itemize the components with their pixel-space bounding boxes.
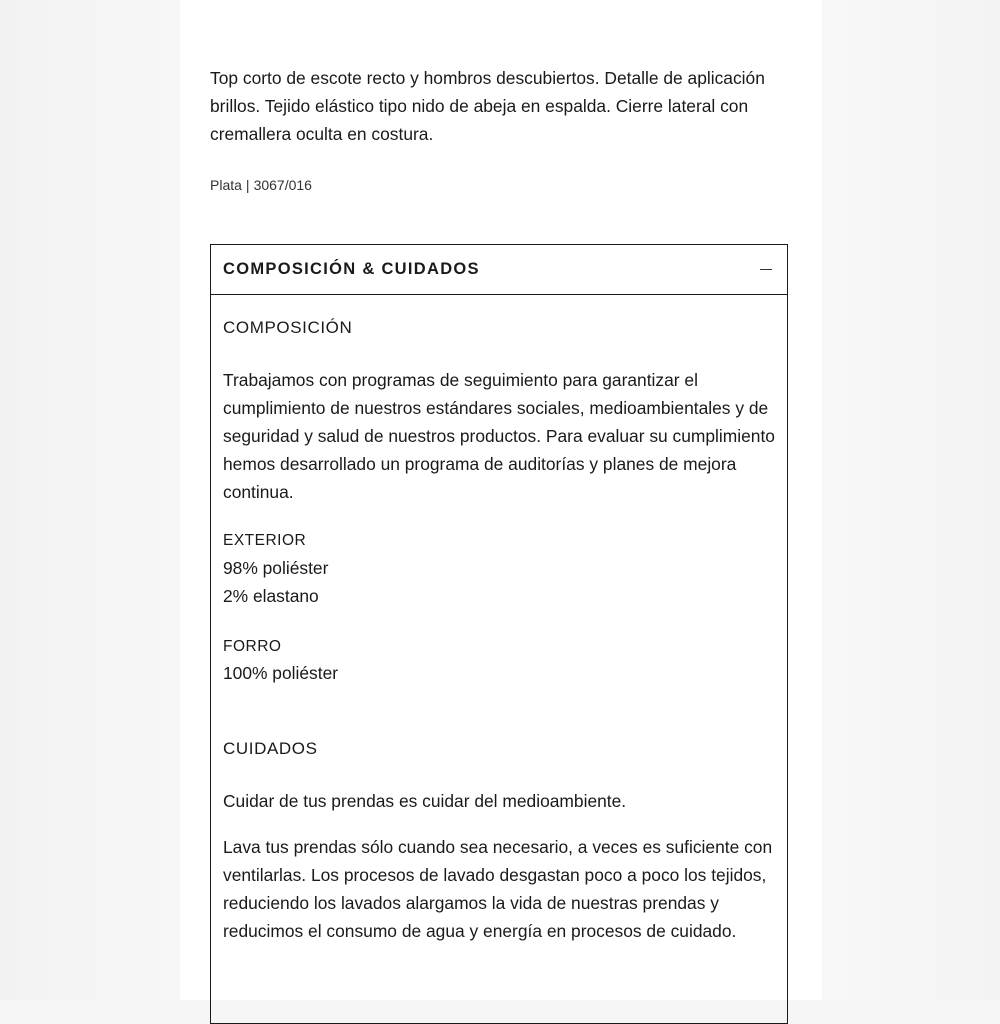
- reference-separator: |: [245, 177, 250, 193]
- care-heading: CUIDADOS: [223, 739, 318, 758]
- composition-care-accordion: [210, 244, 788, 1024]
- care-text: Lava tus prendas sólo cuando sea necesario, a veces es suficiente con ventilarlas. Los procesos de lavado desgastan poco a poco los tejidos, reduciendo los lavados alargamos la vida de nuestras prendas y reducimos el consumo de agua y energía en procesos de cuidado.: [223, 837, 773, 941]
- page-backdrop-right: [822, 0, 1000, 1000]
- exterior-item: 2% elastano: [223, 586, 319, 606]
- page-backdrop-left: [0, 0, 180, 1000]
- lining-label: FORRO: [223, 638, 282, 655]
- minus-icon[interactable]: [760, 269, 772, 270]
- exterior-item: 98% poliéster: [223, 558, 329, 578]
- product-description: Top corto de escote recto y hombros descubiertos. Detalle de aplicación brillos. Tejido elástico tipo nido de abeja en espalda. Cierre lateral con cremallera oculta en costura.: [210, 68, 765, 144]
- reference-code: 3067/016: [253, 177, 312, 193]
- composition-heading: COMPOSICIÓN: [223, 318, 353, 337]
- product-reference: [210, 176, 312, 194]
- lining-item: 100% poliéster: [223, 663, 339, 683]
- exterior-label: EXTERIOR: [223, 532, 307, 549]
- color-name: Plata: [210, 177, 242, 193]
- accordion-header[interactable]: [211, 245, 787, 295]
- care-intro: Cuidar de tus prendas es cuidar del medioambiente.: [223, 791, 627, 811]
- accordion-title: COMPOSICIÓN & CUIDADOS: [223, 260, 480, 278]
- product-details-panel[interactable]: [180, 0, 822, 1000]
- composition-intro: Trabajamos con programas de seguimiento para garantizar el cumplimiento de nuestros estándares sociales, medioambientales y de seguridad y salud de nuestros productos. Para evaluar su cumplimiento hemos desarrollado un programa de auditorías y planes de mejora continua.: [223, 370, 775, 502]
